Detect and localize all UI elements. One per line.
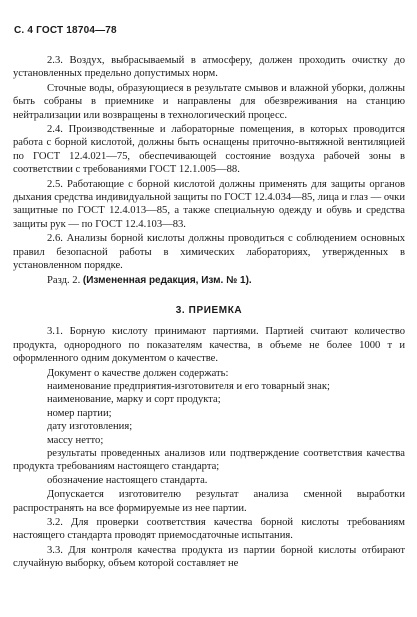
paragraph-2-3: 2.3. Воздух, выбрасываемый в атмосферу, должен проходить очистку до установленных предельно допустимых норм. <box>13 55 405 80</box>
amendment-text: (Измененная редакция, Изм. № 1). <box>82 274 252 286</box>
list-item-date: дату изготовления; <box>47 421 133 433</box>
list-item-batch-number: номер партии; <box>47 407 112 419</box>
list-item-net-mass: массу нетто; <box>47 434 104 446</box>
running-header: С. 4 ГОСТ 18704—78 <box>14 25 117 36</box>
paragraph-wastewater: Сточные воды, образующиеся в результате смывов и влажной уборки, должны быть собраны в приемнике и направлены для обезвреживания на станцию нейтрализации или возвращены в технологический процесс. <box>13 82 405 121</box>
paragraph-3-1: 3.1. Борную кислоту принимают партиями. Партией считают количество продукта, однородного по показателям качества, в объеме не более 1000 т и оформленного одним документом о качестве. <box>13 326 405 365</box>
paragraph-2-5: 2.5. Работающие с борной кислотой должны применять для защиты органов дыхания средства индивидуальной защиты по ГОСТ 12.4.034—85, лица и глаз — очки защитные по ГОСТ 12.4.013—85, а также специальную одежду и обувь и средства защиты рук — по ГОСТ 12.4.103—83. <box>13 178 405 230</box>
list-item-results: результаты проведенных анализов или подтверждение соответствия качества продукта требованиям настоящего стандарта; <box>13 447 405 473</box>
paragraph-2-6: 2.6. Анализы борной кислоты должны проводиться с соблюдением основных правил безопасной работы в химических лабораториях, утвержденных в установленном порядке. <box>13 233 405 272</box>
list-item-manufacturer: наименование предприятия-изготовителя и его товарный знак; <box>47 380 330 392</box>
paragraph-doc-contents: Документ о качестве должен содержать: <box>47 367 229 379</box>
paragraph-2-4: 2.4. Производственные и лабораторные помещения, в которых проводится работа с борной кислотой, должны быть оснащены приточно-вытяжной вентиляцией по ГОСТ 12.4.021—75, обеспечивающей состояние воздуха рабочей зоны в соответствии с требованиями ГОСТ 12.1.005—88. <box>13 124 405 176</box>
paragraph-shift-output: Допускается изготовителю результат анализа сменной выработки распространять на все формируемые из нее партии. <box>13 489 405 514</box>
amendment-prefix: Разд. 2. <box>47 274 81 286</box>
document-body <box>13 54 405 571</box>
amendment-note <box>13 274 405 287</box>
list-item-standard: обозначение настоящего стандарта. <box>47 474 208 486</box>
section-title: 3. ПРИЕМКА <box>175 304 243 316</box>
paragraph-3-3: 3.3. Для контроля качества продукта из партии борной кислоты отбирают случайную выборку, объем которой составляет не <box>13 544 405 570</box>
list-item-product-name: наименование, марку и сорт продукта; <box>47 394 221 406</box>
paragraph-3-2: 3.2. Для проверки соответствия качества борной кислоты требованиям настоящего стандарта проводят приемосдаточные испытания. <box>13 517 405 542</box>
